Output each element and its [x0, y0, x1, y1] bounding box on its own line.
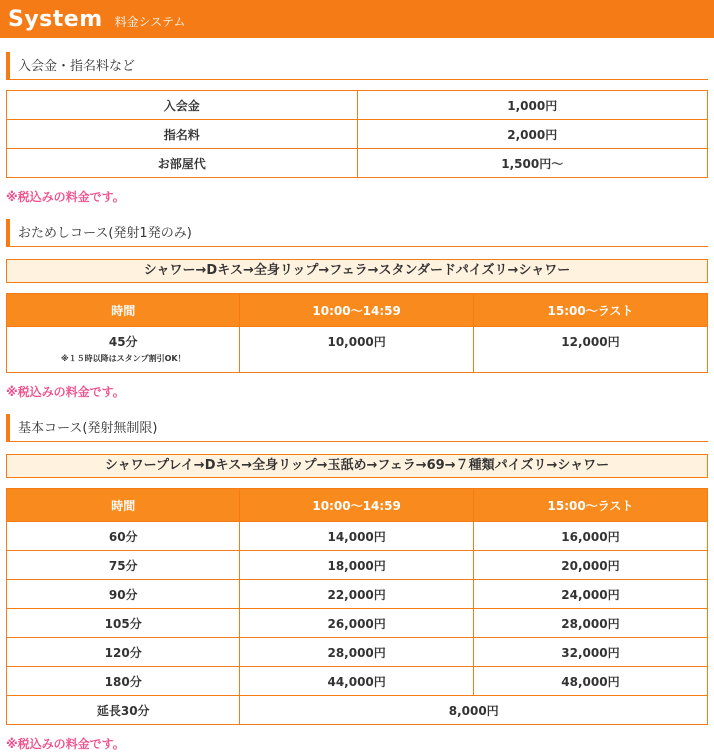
price-cell: 10,000円: [240, 327, 473, 373]
time-cell: 60分: [7, 522, 240, 551]
price-cell: 16,000円: [473, 522, 707, 551]
time-cell: [7, 327, 240, 373]
fee-label: お部屋代: [7, 149, 358, 178]
trial-course-flow: シャワー→Dキス→全身リップ→フェラ→スタンダードパイズリ→シャワー: [6, 259, 708, 283]
trial-table: [6, 293, 708, 373]
page-subtitle: 料金システム: [114, 14, 186, 29]
price-cell: 24,000円: [473, 580, 707, 609]
table-row: [7, 551, 708, 580]
time-cell: 75分: [7, 551, 240, 580]
col-header-time: 時間: [7, 294, 240, 327]
page-title: System: [8, 6, 103, 32]
time-cell: 180分: [7, 667, 240, 696]
price-cell: 14,000円: [240, 522, 473, 551]
trial-heading: おためしコース(発射1発のみ): [6, 219, 708, 247]
table-row: [7, 667, 708, 696]
time-cell: 90分: [7, 580, 240, 609]
stamp-note: ※１５時以降はスタンプ割引OK！: [60, 354, 186, 363]
price-cell: 26,000円: [240, 609, 473, 638]
table-header-row: [7, 294, 708, 327]
table-row: [7, 327, 708, 373]
fees-table: [6, 90, 708, 178]
col-header-daytime: 10:00～14:59: [240, 489, 473, 522]
basic-heading: 基本コース(発射無制限): [6, 414, 708, 442]
price-cell: 44,000円: [240, 667, 473, 696]
table-row: [7, 120, 708, 149]
table-row: [7, 638, 708, 667]
col-header-night: 15:00～ラスト: [473, 294, 707, 327]
price-cell: 12,000円: [473, 327, 707, 373]
price-cell: 18,000円: [240, 551, 473, 580]
fee-price: 1,500円～: [357, 149, 708, 178]
col-header-daytime: 10:00～14:59: [240, 294, 473, 327]
fee-price: 1,000円: [357, 91, 708, 120]
fees-heading: 入会金・指名料など: [6, 52, 708, 80]
col-header-night: 15:00～ラスト: [473, 489, 707, 522]
table-row: [7, 609, 708, 638]
table-row: [7, 580, 708, 609]
table-row: [7, 696, 708, 725]
table-row: [7, 522, 708, 551]
tax-note: ※税込みの料金です。: [6, 385, 125, 399]
fee-label: 指名料: [7, 120, 358, 149]
fee-label: 入会金: [7, 91, 358, 120]
price-cell: 20,000円: [473, 551, 707, 580]
col-header-time: 時間: [7, 489, 240, 522]
table-row: [7, 149, 708, 178]
price-cell: 28,000円: [473, 609, 707, 638]
table-header-row: [7, 489, 708, 522]
table-row: [7, 91, 708, 120]
price-cell: 48,000円: [473, 667, 707, 696]
tax-note: ※税込みの料金です。: [6, 190, 125, 204]
time-value: 45分: [108, 335, 138, 349]
time-cell: 120分: [7, 638, 240, 667]
time-cell: 105分: [7, 609, 240, 638]
price-cell: 32,000円: [473, 638, 707, 667]
price-cell: 22,000円: [240, 580, 473, 609]
page-header: [0, 0, 714, 38]
basic-course-flow: シャワープレイ→Dキス→全身リップ→玉舐め→フェラ→69→７種類パイズリ→シャワー: [6, 454, 708, 478]
fee-price: 2,000円: [357, 120, 708, 149]
extension-label: 延長30分: [7, 696, 240, 725]
tax-note: ※税込みの料金です。: [6, 737, 125, 751]
basic-table: [6, 488, 708, 725]
price-cell: 28,000円: [240, 638, 473, 667]
extension-price: 8,000円: [240, 696, 708, 725]
